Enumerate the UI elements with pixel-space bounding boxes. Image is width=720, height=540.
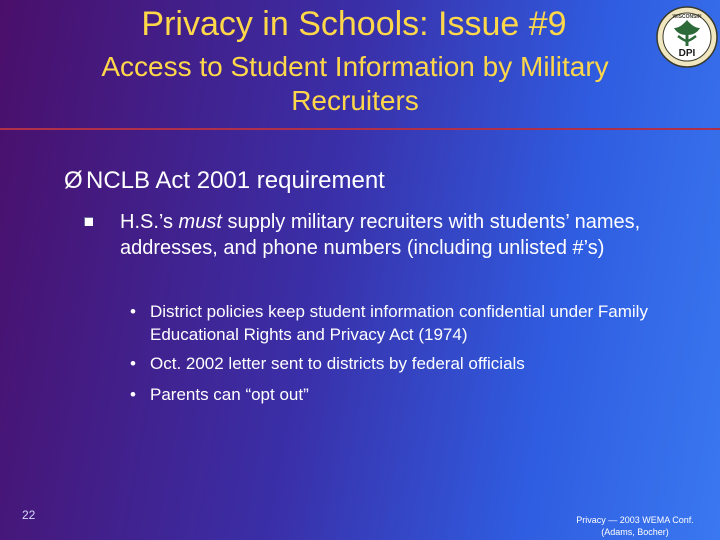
bullet-level1-text: NCLB Act 2001 requirement <box>86 167 385 194</box>
subbullet <box>130 352 690 375</box>
subbullet <box>130 383 690 406</box>
logo-label: DPI <box>678 48 696 59</box>
subbullet-text: Parents can “opt out” <box>150 385 309 404</box>
bullet-level2-post: supply military recruiters with students’ names, addresses, and phone numbers (including unlisted #’s) <box>120 211 641 259</box>
slide-subtitle: Access to Student Information by Military Recruiters <box>101 51 609 116</box>
square-bullet-icon <box>84 217 93 226</box>
bullet-level2-emphasis: must <box>178 211 222 233</box>
subbullet <box>130 300 690 346</box>
bullet-level2-pre: H.S.’s <box>120 211 179 233</box>
dpi-seal-icon <box>656 6 718 68</box>
dot-bullet-icon: • <box>130 354 136 373</box>
title-divider <box>0 128 720 130</box>
arrow-bullet-icon: Ø <box>64 167 83 194</box>
bullet-level2 <box>84 209 674 261</box>
subbullet-text: District policies keep student information confidential under Family Educational Rights and Privacy Act (1974) <box>150 302 648 344</box>
dot-bullet-icon: • <box>130 302 136 321</box>
footer-line2: (Adams, Bocher) <box>601 527 669 537</box>
footer-line1: Privacy — 2003 WEMA Conf. <box>576 515 694 525</box>
subbullet-text: Oct. 2002 letter sent to districts by federal officials <box>150 354 525 373</box>
bullet-level1 <box>64 166 684 196</box>
bullet-level2-text <box>120 209 674 261</box>
dot-bullet-icon: • <box>130 385 136 404</box>
footer <box>555 514 715 538</box>
page-number: 22 <box>22 508 36 522</box>
slide-title: Privacy in Schools: Issue #9 <box>141 5 567 43</box>
logo-top-text: WISCONSIN <box>672 14 702 20</box>
